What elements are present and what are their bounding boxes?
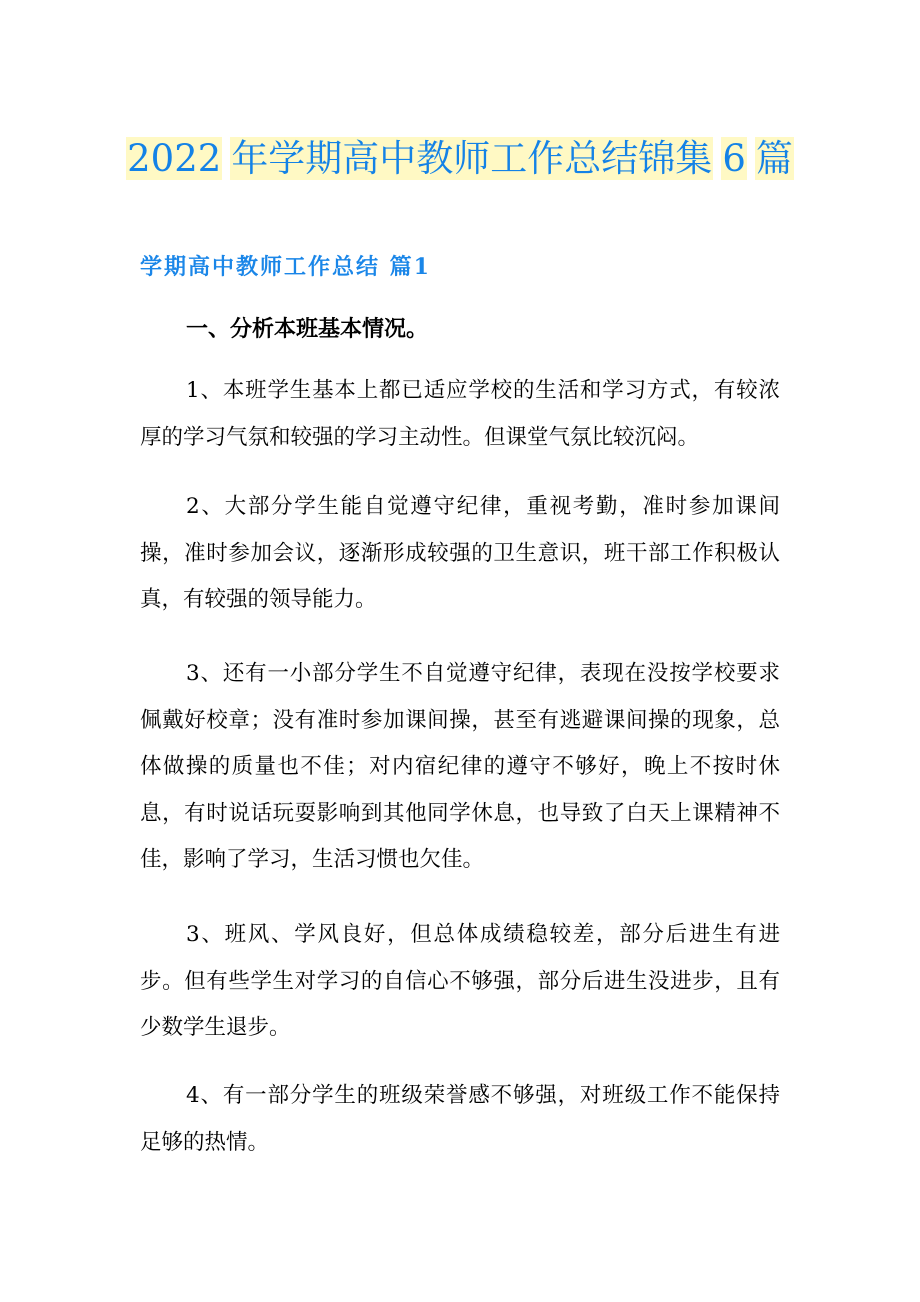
section-title: 学期高中教师工作总结 篇1 xyxy=(140,254,431,280)
document-title xyxy=(0,134,920,184)
title-year: 2022 xyxy=(127,137,222,180)
paragraph-4: 3、班风、学风良好，但总体成绩稳较差，部分后进生有进步。但有些学生对学习的自信心不够强，部分后进生没进步，且有少数学生退步。 xyxy=(140,922,780,1040)
section-heading: 一、分析本班基本情况。 xyxy=(186,317,429,342)
paragraph-2: 2、大部分学生能自觉遵守纪律，重视考勤，准时参加课间操，准时参加会议，逐渐形成较强的卫生意识，班干部工作积极认真，有较强的领导能力。 xyxy=(140,494,780,612)
title-main: 年学期高中教师工作总结锦集 xyxy=(231,137,713,180)
title-count: 6 xyxy=(722,137,746,180)
paragraph-1: 1、本班学生基本上都已适应学校的生活和学习方式，有较浓厚的学习气氛和较强的学习主动性。但课堂气氛比较沉闷。 xyxy=(140,378,780,450)
paragraph-3: 3、还有一小部分学生不自觉遵守纪律，表现在没按学校要求佩戴好校章；没有准时参加课间操，甚至有逃避课间操的现象，总体做操的质量也不佳；对内宿纪律的遵守不够好，晚上不按时休息，有时说话玩耍影响到其他同学休息，也导致了白天上课精神不佳，影响了学习，生活习惯也欠佳。 xyxy=(140,661,780,872)
title-suffix: 篇 xyxy=(755,137,793,180)
paragraph-5: 4、有一部分学生的班级荣誉感不够强，对班级工作不能保持足够的热情。 xyxy=(140,1083,780,1155)
